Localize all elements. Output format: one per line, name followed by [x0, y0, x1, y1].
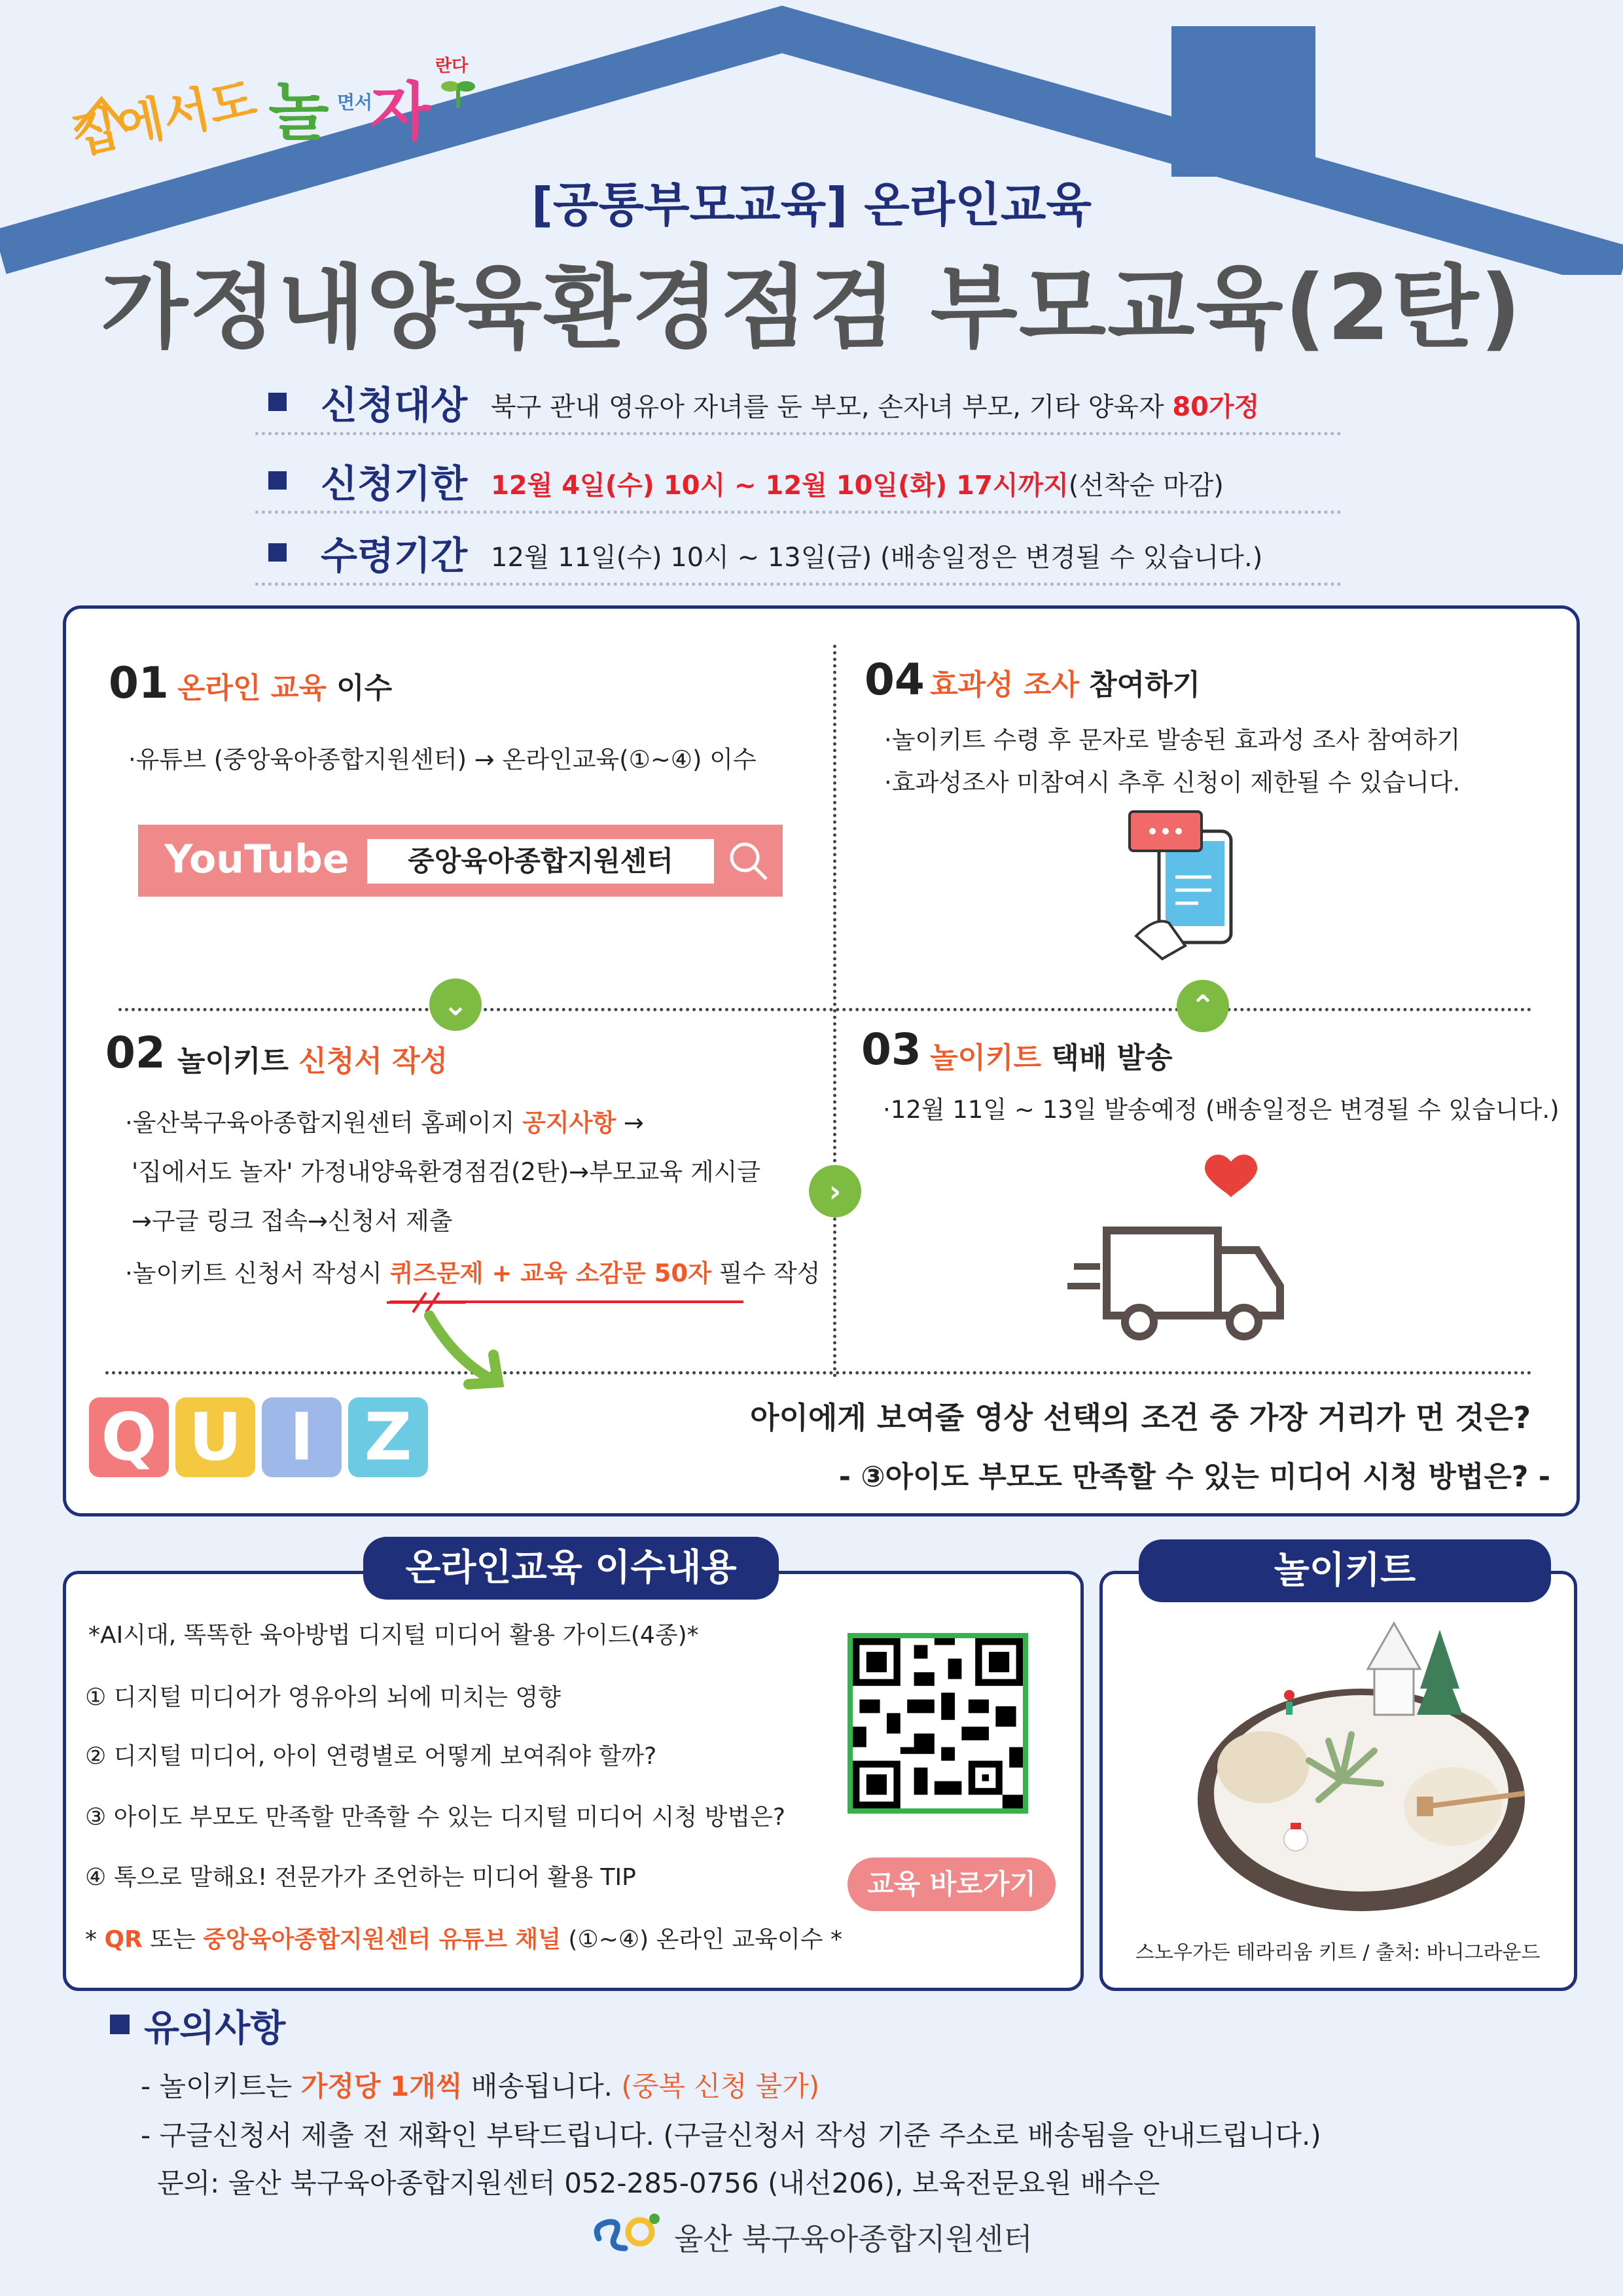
divider-vertical — [833, 645, 836, 1378]
step-desc: ·울산북구육아종합지원센터 홈페이지 공지사항 → — [125, 1109, 644, 1137]
info-value: 12월 11일(수) 10시 ~ 13일(금) (배송일정은 변경될 수 있습니다.) — [491, 543, 1263, 573]
divider-horizontal — [118, 1008, 1532, 1011]
bullet-square-icon — [268, 471, 287, 490]
sprout-icon — [438, 72, 478, 111]
logo-text-5: 란다 — [435, 56, 469, 76]
subtitle: [공통부모교육] 온라인교육 — [531, 177, 1092, 232]
divider-horizontal-bottom — [105, 1371, 1532, 1374]
logo — [66, 52, 478, 183]
qr-code[interactable] — [847, 1633, 1028, 1814]
info-row-receipt — [255, 517, 1342, 586]
step-desc: ·유튜브 (중앙육아종합지원센터) → 온라인교육(①~④) 이수 — [128, 745, 757, 774]
step-title: 온라인 교육 이수 — [177, 672, 393, 705]
step-desc: '집에서도 놀자' 가정내양육환경점검(2탄)→부모교육 게시글 — [132, 1158, 761, 1186]
youtube-search-banner — [138, 825, 783, 897]
edu-item: ① 디지털 미디어가 영유아의 뇌에 미치는 영향 — [85, 1684, 561, 1711]
quiz-letter: U — [175, 1397, 255, 1477]
chevron-up-icon: ⌃ — [1177, 980, 1229, 1032]
phone-survey-icon — [1123, 805, 1254, 962]
kit-tab: 놀이키트 — [1139, 1539, 1551, 1602]
info-value: 12월 4일(수) 10시 ~ 12월 10일(화) 17시까지(선착순 마감) — [491, 471, 1224, 501]
footer-org-name: 울산 북구육아종합지원센터 — [674, 2221, 1033, 2257]
bullet-square-icon — [268, 393, 287, 411]
quiz-answer: - ③아이도 부모도 만족할 수 있는 미디어 시청 방법은? - — [838, 1460, 1550, 1494]
edu-item: ④ 톡으로 말해요! 전문가가 조언하는 미디어 활용 TIP — [85, 1864, 636, 1891]
note-line: - 구글신청서 제출 전 재확인 부탁드립니다. (구글신청서 작성 기준 주소로 배송됨을 안내드립니다.) — [141, 2119, 1321, 2151]
edu-item: ② 디지털 미디어, 아이 연령별로 어떻게 보여줘야 할까? — [85, 1743, 657, 1770]
step-desc: ·놀이키트 수령 후 문자로 발송된 효과성 조사 참여하기 — [884, 726, 1461, 754]
bullet-square-icon — [268, 543, 287, 562]
kit-caption: 스노우가든 테라리움 키트 / 출처: 바니그라운드 — [1135, 1941, 1541, 1964]
chevron-right-icon: › — [809, 1165, 861, 1217]
step-desc: ·놀이키트 신청서 작성시 퀴즈문제 + 교육 소감문 50자 필수 작성 — [125, 1259, 821, 1287]
step-title: 놀이키트 신청서 작성 — [177, 1045, 448, 1078]
step-desc: ·12월 11일 ~ 13일 발송예정 (배송일정은 변경될 수 있습니다.) — [883, 1096, 1560, 1124]
page-title: 가정내양육환경점검 부모교육(2탄) — [100, 255, 1523, 361]
step-number: 04 — [865, 655, 925, 705]
step-desc: ·효과성조사 미참여시 추후 신청이 제한될 수 있습니다. — [884, 768, 1461, 797]
steps-panel — [63, 605, 1580, 1516]
delivery-truck-icon — [1067, 1145, 1290, 1342]
logo-text-1: 집에서도 — [66, 71, 261, 166]
step-title: 놀이키트 택배 발송 — [930, 1041, 1173, 1075]
logo-text-4: 자 — [370, 75, 431, 149]
edu-note: * QR 또는 중앙육아종합지원센터 유튜브 채널 (①~④) 온라인 교육이수 * — [85, 1926, 842, 1953]
contact-line: 문의: 울산 북구육아종합지원센터 052-285-0756 (내선206), 보육전문요원 배수은 — [157, 2167, 1160, 2199]
logo-text-2: 놀 — [268, 75, 329, 149]
info-label: 신청대상 — [321, 383, 468, 427]
arrow-down-right-icon — [423, 1309, 514, 1401]
go-to-education-button[interactable]: 교육 바로가기 — [847, 1857, 1056, 1911]
quiz-letter: I — [262, 1397, 342, 1477]
chevron-down-icon: ⌄ — [429, 978, 482, 1031]
note-line: - 놀이키트는 가정당 1개씩 배송됩니다. (중복 신청 불가) — [141, 2070, 820, 2102]
terrarium-kit-photo — [1178, 1610, 1544, 1918]
step-title: 효과성 조사 참여하기 — [930, 668, 1201, 702]
info-label: 신청기한 — [321, 461, 468, 506]
search-icon — [724, 836, 773, 886]
notes-heading: 유의사항 — [144, 2007, 286, 2050]
info-value: 북구 관내 영유아 자녀를 둔 부모, 손자녀 부모, 기타 양육자 80가정 — [491, 392, 1260, 422]
underline-bar — [390, 1300, 743, 1303]
youtube-search-box: 중앙육아종합지원센터 — [367, 839, 714, 884]
step-desc: →구글 링크 접속→신청서 제출 — [132, 1207, 453, 1235]
edu-intro: *AI시대, 똑똑한 육아방법 디지털 미디어 활용 가이드(4종)* — [88, 1622, 699, 1649]
info-row-deadline — [255, 445, 1342, 514]
info-label: 수령기간 — [321, 533, 468, 578]
org-logo-icon — [589, 2209, 668, 2258]
bullet-square-icon — [110, 2015, 130, 2034]
edu-item: ③ 아이도 부모도 만족할 만족할 수 있는 디지털 미디어 시청 방법은? — [85, 1804, 785, 1831]
step-number: 02 — [105, 1028, 166, 1078]
step-number: 01 — [109, 658, 169, 708]
quiz-question: 아이에게 보여줄 영상 선택의 조건 중 가장 거리가 먼 것은? — [750, 1400, 1531, 1435]
youtube-label: YouTube — [164, 836, 349, 882]
quiz-letter: Z — [348, 1397, 428, 1477]
step-number: 03 — [861, 1024, 921, 1075]
education-tab: 온라인교육 이수내용 — [363, 1537, 779, 1600]
logo-text-3: 면서 — [337, 92, 373, 113]
quiz-letter: Q — [89, 1397, 169, 1477]
info-row-target — [255, 367, 1342, 435]
